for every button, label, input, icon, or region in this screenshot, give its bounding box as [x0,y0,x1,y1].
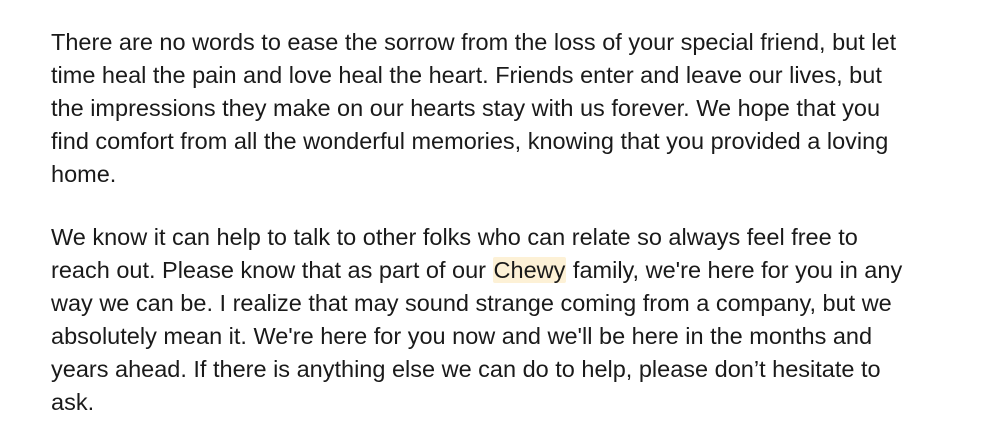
text-line: We know it can help to talk to other folks who can relate so always feel free to [51,224,858,250]
highlighted-brand-name[interactable]: Chewy [493,257,566,283]
paragraph-condolence [51,26,951,191]
text-segment: family, we're here for you in any [566,257,903,283]
text-line: find comfort from all the wonderful memories, knowing that you provided a loving [51,128,889,154]
message-body [51,26,951,419]
text-line: years ahead. If there is anything else we can do to help, please don’t hesitate to [51,356,881,382]
text-line: time heal the pain and love heal the heart. Friends enter and leave our lives, but [51,62,882,88]
text-line: the impressions they make on our hearts stay with us forever. We hope that you [51,95,881,121]
paragraph-support [51,221,951,419]
text-line: home. [51,161,117,187]
text-line: way we can be. I realize that may sound strange coming from a company, but we [51,290,892,316]
text-line [51,254,951,287]
text-line: absolutely mean it. We're here for you now and we'll be here in the months and [51,323,873,349]
text-line: There are no words to ease the sorrow from the loss of your special friend, but let [51,29,897,55]
text-segment: reach out. Please know that as part of our [51,257,493,283]
text-line: ask. [51,389,95,415]
